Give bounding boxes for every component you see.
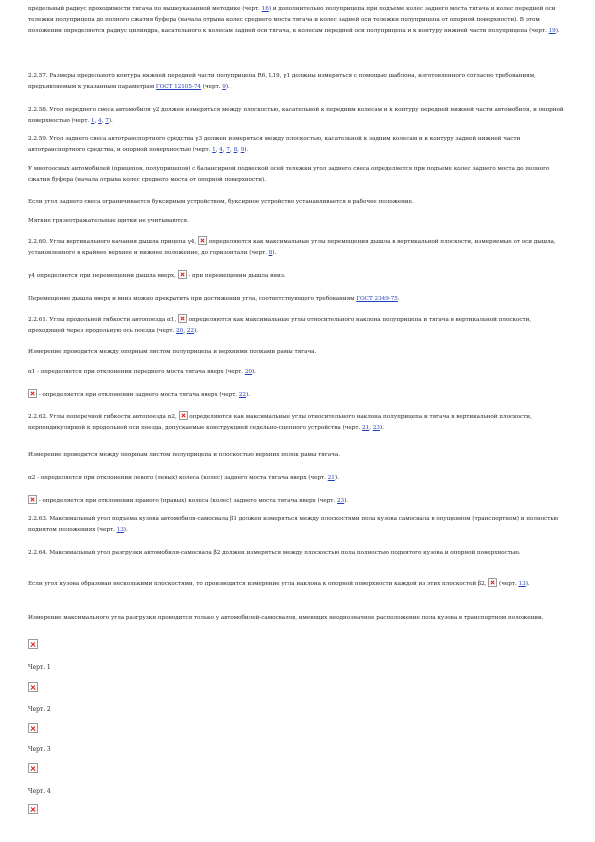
broken-image-icon [28, 723, 38, 733]
ref-link[interactable]: 9 [222, 84, 226, 90]
broken-image-icon [178, 270, 187, 279]
paragraph-2-2-61: 2.2.61. Углы продольной гибкости автопоезда α1, определяются как максимальные углы относительного наклона полуприцепа и тягача в вертикальной плоскости, проходящей через продольную ось поезда (черт. 20, 22). [28, 314, 568, 337]
paragraph-2-2-59: 2.2.59. Угол заднего свеса автотранспортного средства γ3 должен измеряться между плоскостью, касательной к задним колесам и к контуру задней нижней части автотранспортного средства, и опорной поверхностью (черт. 1, 4, 7, 8, 9). [28, 136, 521, 153]
paragraph-measure-1: Измерение проводится между опорным листом полуприцепа и верхними полками рамы тягача. [28, 349, 317, 355]
ref-link[interactable]: 13 [116, 527, 124, 533]
ref-link[interactable]: 7 [105, 118, 109, 124]
figure-caption: Черт. 1 [28, 664, 51, 671]
paragraph-gamma4: γ4 определяется при перемещении дышла вверх, - при перемещении дышла вниз. [28, 270, 286, 282]
paragraph-alpha1: α1 - определяется при отклонении переднего моста тягача вверх (черт. 20). [28, 369, 256, 375]
ref-link[interactable]: 1 [90, 118, 95, 124]
ref-link[interactable]: 4 [98, 118, 102, 124]
paragraph-2-2-58: 2.2.58. Угол переднего свеса автомобиля γ2 должен измеряться между плоскостью, касательной к передним колесам и к контуру передней нижней части автомобиля, и опорной поверхностью (черт. 1, 4, 7). [28, 107, 564, 124]
paragraph-2-2-57: 2.2.57. Размеры предельного контура нижней передней части полуприцепа R6, L19, γ1 должны измеряться с помощью шаблона, изготовленного согласно требованиям, предъявляемым к указанным параметрам ГОСТ 12105-74 (черт. 9). [28, 73, 536, 90]
ref-link[interactable]: 7 [226, 147, 231, 153]
paragraph-measure-2: Измерение проводится между опорным листом полуприцепа и плоскостью верхних полок рамы тягача. [28, 452, 340, 458]
ref-link[interactable]: 22 [238, 392, 247, 398]
paragraph-multiaxle: У многоосных автомобилей (прицепов, полуприцепов) с балансирной подвеской осей тележки угол заднего свеса определяется при подъеме колес заднего моста до полного сжатия буфера (начала отрыва колес среднего моста от опорной поверхности). [28, 166, 550, 183]
ref-link[interactable]: 4 [219, 147, 223, 153]
broken-image-icon [179, 411, 188, 420]
figure-caption: Черт. 4 [28, 788, 51, 795]
paragraph-2-2-64: 2.2.64. Максимальный угол разгрузки автомобиля-самосвала β2 должен измеряться между плоскостью пола полностью поднятого кузова и опорной поверхностью. [28, 550, 521, 556]
broken-image-icon [28, 682, 38, 692]
ref-link[interactable]: 8 [268, 250, 273, 256]
broken-image-icon [28, 763, 38, 773]
figure-caption: Черт. 2 [28, 706, 51, 713]
broken-image-icon [28, 389, 37, 398]
ref-link[interactable]: 9 [240, 147, 245, 153]
ref-link[interactable]: 8 [233, 147, 238, 153]
paragraph-mudflaps: Мягкие грязеотражательные щитки не учитываются. [28, 218, 189, 224]
ref-link[interactable]: 22 [186, 328, 194, 334]
paragraph-alpha2-prime: - определяется при отклонении правого (правых) колеса (колес) заднего моста тягача вверх (черт. 23). [28, 495, 348, 507]
broken-image-icon [28, 804, 38, 814]
gost-link[interactable]: ГОСТ 2349-75 [356, 296, 398, 302]
paragraph-2-2-63: 2.2.63. Максимальный угол подъема кузова автомобиля-самосвала β1 должен измеряться между плоскостями пола кузова самосвала в опущенном (транспортном) и полностью поднятом положениях (черт. 13). [28, 516, 559, 533]
ref-link[interactable]: 21 [327, 475, 335, 481]
paragraph-unload-measure: Измерение максимального угла разгрузки проводится только у автомобилей-самосвалов, имеющих неоднозначное расположение пола кузова в транспортном положении. [28, 615, 544, 621]
paragraph-2-2-60: 2.2.60. Углы вертикального качания дышла прицепа γ4, определяются как максимальные углы перемещения дышла в вертикальной плоскости, измеряемые от оси дышла, установленного в крайнее верхнее и нижнее положение, до горизонтали (черт. 8). [28, 236, 568, 259]
broken-image-icon [28, 495, 37, 504]
paragraph-drawbar-stop: Перемещение дышла вверх и вниз можно прекратить при достижении угла, соответствующего требованиям ГОСТ 2349-75. [28, 296, 400, 302]
ref-link[interactable]: 23 [372, 425, 380, 431]
paragraph-body-planes: Если угол кузова образован несколькими плоскостями, то производится измерение угла наклона к опорной поверхности каждой из этих плоскостей β2, (черт. 13). [28, 578, 530, 590]
ref-link[interactable]: 20 [176, 328, 184, 334]
paragraph-towbar: Если угол заднего свеса ограничивается буксирным устройством, буксирное устройство устанавливается в рабочее положение. [28, 199, 414, 205]
ref-link[interactable]: 19 [548, 28, 556, 34]
broken-image-icon [488, 578, 497, 587]
ref-link[interactable]: 21 [362, 425, 370, 431]
figure-caption: Черт. 3 [28, 746, 51, 753]
broken-image-icon [28, 639, 38, 649]
ref-link[interactable]: 13 [518, 581, 526, 587]
paragraph-2-2-62: 2.2.62. Углы поперечной гибкости автопоезда α2, определяются как максимальные углы относительного наклона полуприцепа и тягача в вертикальной плоскости, перпендикулярной к продольной оси поезда, допускаемые конструкцией седельно-сцепного устройства (черт. 21, 23). [28, 411, 568, 434]
broken-image-icon [198, 236, 207, 245]
ref-link[interactable]: 1 [212, 147, 216, 153]
paragraph-0: предельный радиус проходимости тягача по вышеуказанной методике (черт. 16) и дополнительно полуприцепа при подъеме колес заднего моста тягача и колес передней оси тележки полуприцепа до полного сжатия буфера (начала отрыва колес среднего моста тягача и колес задней оси тележки полуприцепа от опорной поверхности). В этом положении определяется радиус цилиндра, касательного к колесам задней оси тягача, к колесам передней оси полуприцепа и к контуру нижней части полуприцепа (черт. 19). [28, 6, 560, 34]
ref-link[interactable]: 16 [261, 6, 269, 12]
paragraph-alpha2: α2 - определяется при отклонении левого (левых) колеса (колес) заднего моста тягача вверх (черт. 21). [28, 475, 339, 481]
paragraph-alpha1-prime: - определяется при отклонении заднего моста тягача вверх (черт. 22). [28, 389, 250, 401]
ref-link[interactable]: 23 [336, 498, 345, 504]
broken-image-icon [178, 314, 187, 323]
ref-link[interactable]: 20 [244, 369, 252, 375]
gost-link[interactable]: ГОСТ 12105-74 [155, 84, 202, 90]
